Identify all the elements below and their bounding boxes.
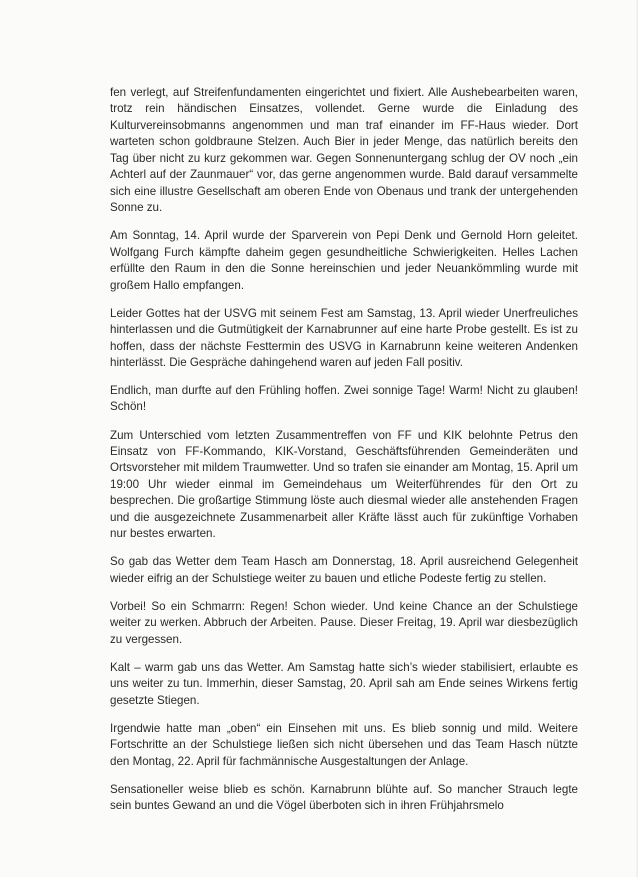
- paragraph-4: Endlich, man durfte auf den Frühling hoffen. Zwei sonnige Tage! Warm! Nicht zu glauben! Schön!: [110, 384, 578, 414]
- paragraph-6: So gab das Wetter dem Team Hasch am Donnerstag, 18. April ausreichend Gelegenheit wieder eifrig an der Schulstiege weiter zu bauen und etliche Podeste fertig zu stellen.: [110, 555, 578, 585]
- paragraph-5: Zum Unterschied vom letzten Zusammentreffen von FF und KIK belohnte Petrus den Einsatz von FF-Kommando, KIK-Vorstand, Geschäftsführenden Gemeinderäten und Ortsvorsteher mit mildem Traumwetter. Und so trafen sie einander am Montag, 15. April um 19:00 Uhr wieder einmal im Gemeindehaus um Weiterführendes für den Ort zu besprechen. Die großartige Stimmung löste auch diesmal wieder alle anstehenden Fragen und die ausgezeichnete Zusammenarbeit aller Kräfte lässt auch für zukünftige Vorhaben nur bestes erwarten.: [110, 428, 578, 541]
- paragraph-1: fen verlegt, auf Streifenfundamenten eingerichtet und fixiert. Alle Aushebearbeiten waren, trotz rein händischen Einsatzes, vollendet. Gerne wurde die Einladung des Kulturvereinsobmanns angenommen und man traf einander im FF-Haus wieder. Dort warteten schon goldbraune Stelzen. Auch Bier in jeder Menge, das natürlich bereits den Tag über nicht zu kurz gekommen war. Gegen Sonnenuntergang schlug der OV noch „ein Achterl auf der Zaunmauer“ vor, das gerne angenommen wurde. Bald darauf versammelte sich eine illustre Gesellschaft am oberen Ende von Obenaus und trank der untergehenden Sonne zu.: [110, 86, 578, 215]
- paragraph-7: Vorbei! So ein Schmarrn: Regen! Schon wieder. Und keine Chance an der Schulstiege weiter zu werken. Abbruch der Arbeiten. Pause. Dieser Freitag, 19. April war diesbezüglich zu vergessen.: [110, 599, 578, 646]
- paragraph-8: Kalt – warm gab uns das Wetter. Am Samstag hatte sich’s wieder stabilisiert, erlaubte es uns weiter zu tun. Immerhin, dieser Samstag, 20. April sah am Ende seines Wirkens fertig gesetzte Stiegen.: [110, 660, 578, 707]
- paragraph-2: Am Sonntag, 14. April wurde der Sparverein von Pepi Denk und Gernold Horn geleitet. Wolfgang Furch kämpfte daheim gegen gesundheitliche Schwierigkeiten. Helles Lachen erfüllte den Raum in den die Sonne hereinschien und jeder Neuankömmling wurde mit großem Hallo empfangen.: [110, 229, 578, 292]
- paragraph-3: Leider Gottes hat der USVG mit seinem Fest am Samstag, 13. April wieder Unerfreuliches hinterlassen und die Gutmütigkeit der Karnabrunner auf eine harte Probe gestellt. Es ist zu hoffen, dass der nächste Festtermin des USVG in Karnabrunn keine weiteren Andenken hinterlässt. Die Gespräche dahingehend waren auf jeden Fall positiv.: [110, 306, 578, 369]
- paragraph-9: Irgendwie hatte man „oben“ ein Einsehen mit uns. Es blieb sonnig und mild. Weitere Fortschritte an der Schulstiege ließen sich nicht übersehen und das Team Hasch nützte den Montag, 22. April für fachmännische Ausgestaltungen der Anlage.: [110, 721, 578, 768]
- paragraph-10: Sensationeller weise blieb es schön. Karnabrunn blühte auf. So mancher Strauch legte sein buntes Gewand an und die Vögel überboten sich in ihren Frühjahrsmelo: [110, 782, 578, 813]
